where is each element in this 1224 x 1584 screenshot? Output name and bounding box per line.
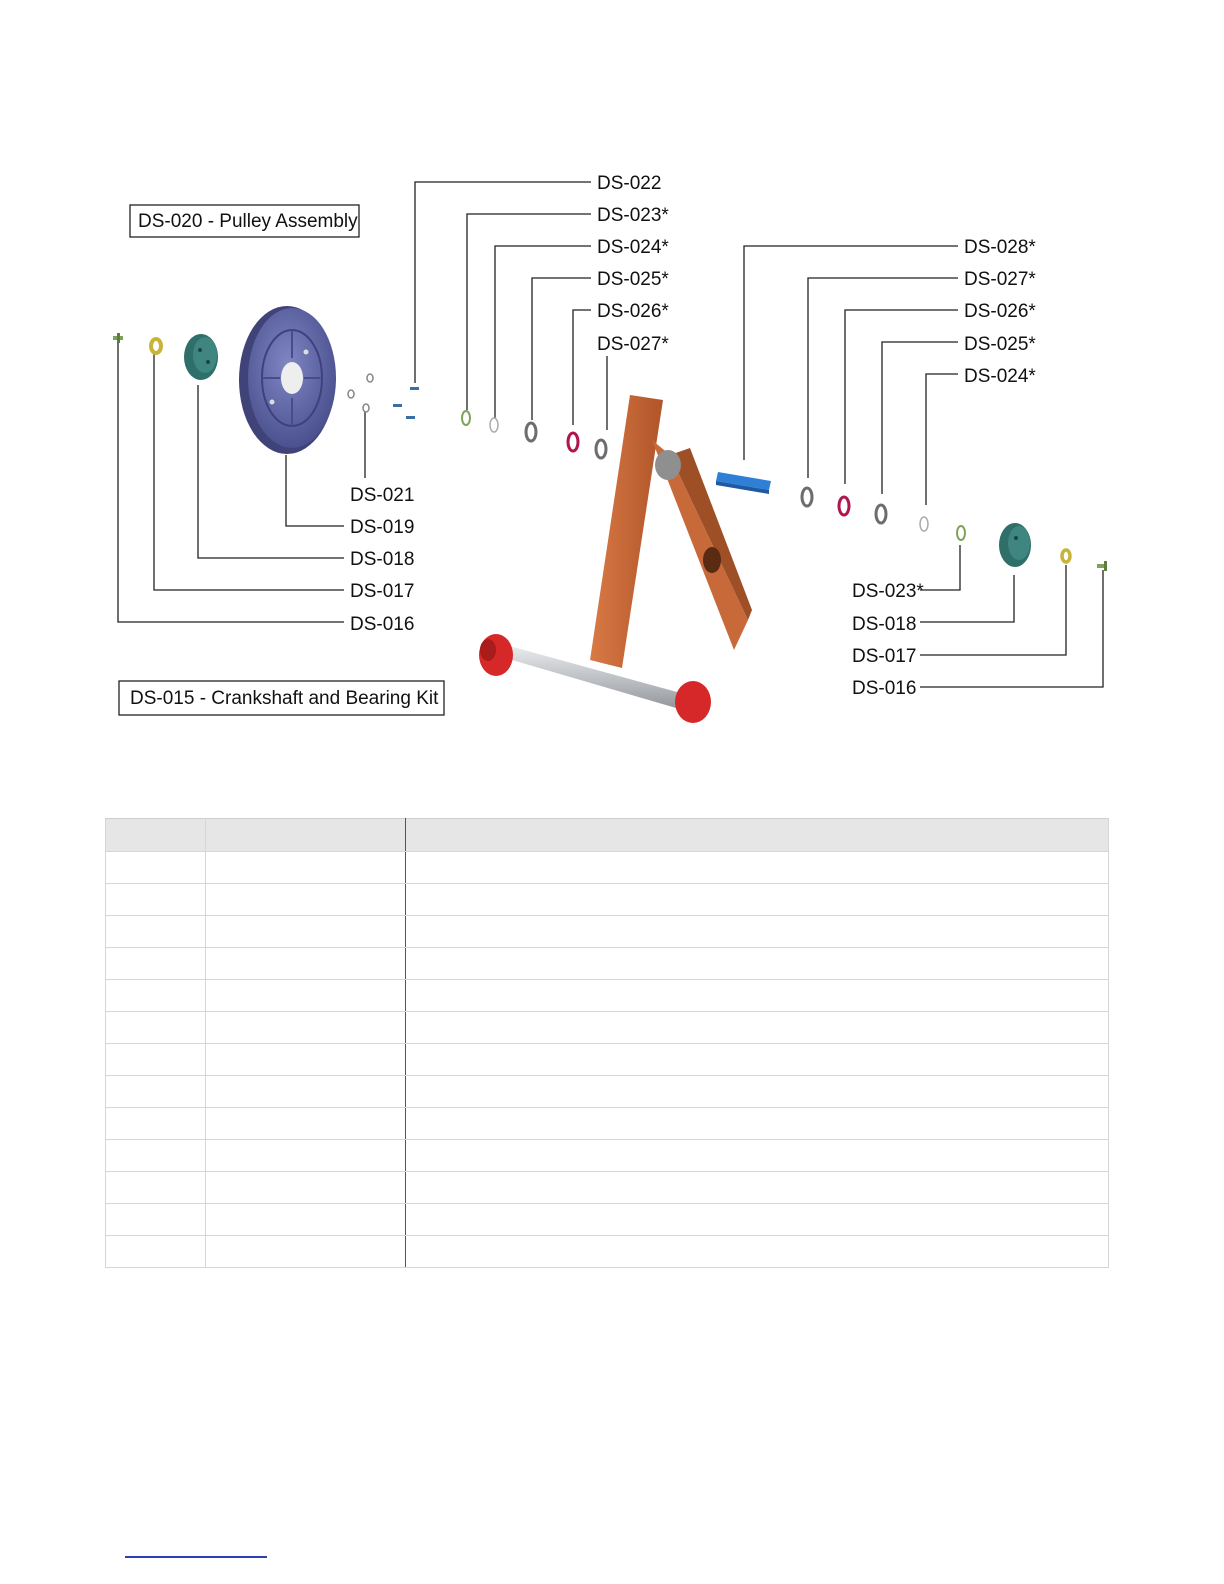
hub-left xyxy=(184,334,218,380)
washer-left xyxy=(151,339,161,353)
pulley-assembly-box xyxy=(130,205,359,237)
callout-top-2: DS-023* xyxy=(597,205,669,226)
crankshaft-kit-label: DS-015 - Crankshaft and Bearing Kit xyxy=(130,688,439,709)
table-row xyxy=(106,1076,1109,1108)
footer-link-underline[interactable] xyxy=(125,1556,267,1558)
top-leaders xyxy=(415,182,607,430)
table-row xyxy=(106,1108,1109,1140)
callout-top-4: DS-025* xyxy=(597,269,669,290)
table-row xyxy=(106,948,1109,980)
table-row xyxy=(106,916,1109,948)
callout-rb-3: DS-017 xyxy=(852,646,917,667)
callout-top-6: DS-027* xyxy=(597,334,669,355)
callout-rb-4: DS-016 xyxy=(852,678,917,699)
set-screws xyxy=(393,387,419,419)
table-row xyxy=(106,980,1109,1012)
table-row xyxy=(106,1044,1109,1076)
washer-right xyxy=(1062,550,1070,562)
callout-left-3: DS-018 xyxy=(350,549,415,570)
callout-left-2: DS-019 xyxy=(350,517,415,538)
right-bottom-callouts xyxy=(852,581,924,699)
shaft-key xyxy=(716,472,771,494)
callout-rb-2: DS-018 xyxy=(852,614,917,635)
table-row xyxy=(106,884,1109,916)
hub-right xyxy=(999,523,1031,567)
crankshaft-frame xyxy=(590,395,752,668)
callout-top-1: DS-022 xyxy=(597,173,662,194)
bolt-right xyxy=(1097,561,1107,571)
table-row xyxy=(106,1172,1109,1204)
table-row xyxy=(106,852,1109,884)
callout-right-5: DS-024* xyxy=(964,366,1036,387)
callout-left-5: DS-016 xyxy=(350,614,415,635)
right-callouts xyxy=(964,237,1036,387)
rings-left xyxy=(462,411,606,458)
callout-right-3: DS-026* xyxy=(964,301,1036,322)
callout-right-4: DS-025* xyxy=(964,334,1036,355)
callout-rb-1: DS-023* xyxy=(852,581,924,602)
bolt-left xyxy=(113,333,123,343)
left-callouts xyxy=(350,485,414,635)
table-row xyxy=(106,1012,1109,1044)
callout-right-1: DS-028* xyxy=(964,237,1036,258)
callout-right-2: DS-027* xyxy=(964,269,1036,290)
table-row xyxy=(106,1140,1109,1172)
right-leaders xyxy=(744,246,958,505)
pulley-wheel xyxy=(239,306,336,454)
table-header-row xyxy=(106,819,1109,852)
callout-left-1: DS-021 xyxy=(350,485,415,506)
table-row xyxy=(106,1204,1109,1236)
callout-top-3: DS-024* xyxy=(597,237,669,258)
pulley-assembly-label: DS-020 - Pulley Assembly xyxy=(138,211,358,232)
parts-table xyxy=(105,818,1109,1268)
callout-top-5: DS-026* xyxy=(597,301,669,322)
small-washers xyxy=(348,374,373,412)
callout-left-4: DS-017 xyxy=(350,581,415,602)
table-row xyxy=(106,1236,1109,1268)
top-callouts xyxy=(597,173,669,355)
crankshaft-kit-box xyxy=(119,681,444,715)
rings-right xyxy=(802,488,965,540)
